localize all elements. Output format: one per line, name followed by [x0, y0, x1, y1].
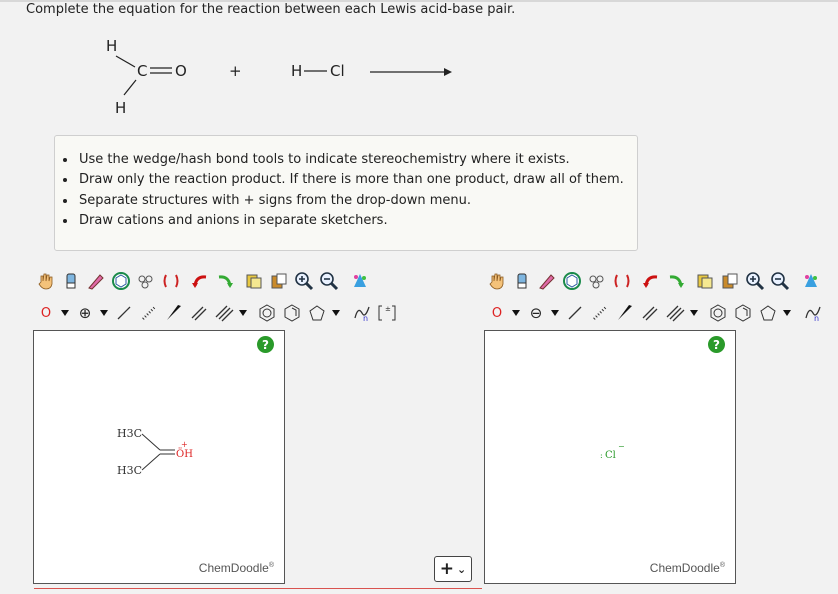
atom-cl: Cl: [330, 62, 345, 80]
clean-icon[interactable]: [799, 269, 823, 293]
zoom-in-icon[interactable]: [292, 269, 316, 293]
atom-h-bottom: H: [115, 99, 127, 117]
charge-selector[interactable]: ⊖: [529, 304, 543, 322]
left-toolbar-row1: [34, 268, 373, 294]
chain-bracket-icon[interactable]: [159, 269, 183, 293]
clean-icon[interactable]: [348, 269, 372, 293]
cyclohexane-icon[interactable]: [731, 301, 755, 325]
undo-icon[interactable]: [188, 269, 212, 293]
pencil-icon[interactable]: [535, 269, 559, 293]
svg-text:n: n: [363, 314, 369, 323]
left-molecule: [34, 331, 284, 583]
plus-sign: +: [229, 62, 242, 80]
right-molecule: [485, 331, 735, 583]
hash-bond-icon[interactable]: [137, 301, 161, 325]
left-sketcher-canvas[interactable]: [33, 330, 285, 584]
focus-underline: [34, 588, 482, 589]
instructions-box: [54, 135, 638, 251]
chain-bracket-icon[interactable]: [610, 269, 634, 293]
zoom-in-icon[interactable]: [743, 269, 767, 293]
wedge-bond-icon[interactable]: [613, 301, 637, 325]
hydroxyl-group: ÖH: [176, 449, 193, 460]
chevron-down-icon: ⌄: [457, 562, 467, 576]
svg-text:±: ±: [385, 305, 391, 313]
bond-c-h-bottom: [124, 80, 136, 95]
ring-template-icon[interactable]: [560, 269, 584, 293]
help-icon[interactable]: ?: [708, 336, 725, 353]
triple-bond-icon[interactable]: [663, 301, 687, 325]
eraser-icon[interactable]: [59, 269, 83, 293]
polymer-icon[interactable]: [350, 301, 374, 325]
redo-icon[interactable]: [664, 269, 688, 293]
pencil-icon[interactable]: [84, 269, 108, 293]
cyclopentane-icon[interactable]: [305, 301, 329, 325]
chain-template-icon[interactable]: [585, 269, 609, 293]
undo-icon[interactable]: [639, 269, 663, 293]
zoom-out-icon[interactable]: [317, 269, 341, 293]
paste-icon[interactable]: [718, 269, 742, 293]
chevron-down-icon[interactable]: [332, 310, 340, 316]
double-bond-icon[interactable]: [187, 301, 211, 325]
methyl-group-bottom: H3C: [117, 464, 143, 477]
double-bond-icon[interactable]: [638, 301, 662, 325]
single-bond-icon[interactable]: [563, 301, 587, 325]
negative-charge: −: [618, 442, 625, 451]
hand-icon[interactable]: [485, 269, 509, 293]
bracket-icon[interactable]: [375, 301, 399, 325]
atom-h-top: H: [106, 37, 118, 55]
ring-template-icon[interactable]: [109, 269, 133, 293]
polymer-icon[interactable]: [801, 301, 825, 325]
chevron-down-icon[interactable]: [100, 310, 108, 316]
paste-icon[interactable]: [267, 269, 291, 293]
right-sketcher-canvas[interactable]: [484, 330, 736, 584]
chevron-down-icon[interactable]: [512, 310, 520, 316]
triple-bond-icon[interactable]: [212, 301, 236, 325]
lone-pair-dots: :: [600, 451, 603, 460]
atom-c: C: [137, 62, 148, 80]
chevron-down-icon[interactable]: [239, 310, 247, 316]
left-toolbar-row2: [34, 300, 400, 326]
copy-icon[interactable]: [242, 269, 266, 293]
atom-o: O: [175, 62, 187, 80]
separator-select[interactable]: + ⌄: [434, 556, 472, 582]
chevron-down-icon[interactable]: [61, 310, 69, 316]
hash-bond-icon[interactable]: [588, 301, 612, 325]
instruction-item: • Draw cations and anions in separate sketchers.: [77, 211, 637, 231]
benzene-icon[interactable]: [255, 301, 279, 325]
copy-icon[interactable]: [693, 269, 717, 293]
charge-selector[interactable]: ⊕: [78, 304, 92, 322]
cyclohexane-icon[interactable]: [280, 301, 304, 325]
instruction-item: • Separate structures with + signs from the drop-down menu.: [77, 191, 637, 211]
reaction-arrow-head: [444, 68, 452, 76]
hand-icon[interactable]: [34, 269, 58, 293]
element-selector[interactable]: O: [40, 305, 52, 321]
element-selector[interactable]: O: [491, 305, 503, 321]
instruction-item: • Use the wedge/hash bond tools to indicate stereochemistry where it exists.: [77, 150, 637, 170]
chain-template-icon[interactable]: [134, 269, 158, 293]
chevron-down-icon[interactable]: [690, 310, 698, 316]
chemdoodle-logo: ChemDoodle®: [649, 561, 725, 575]
instruction-item: • Draw only the reaction product. If there is more than one product, draw all of them.: [77, 170, 637, 190]
wedge-bond-icon[interactable]: [162, 301, 186, 325]
chevron-down-icon[interactable]: [783, 310, 791, 316]
zoom-out-icon[interactable]: [768, 269, 792, 293]
chloride-ion: Cl: [605, 450, 616, 461]
right-toolbar-row1: [485, 268, 824, 294]
bond-h-c-top: [116, 56, 135, 67]
methyl-group-top: H3C: [117, 427, 143, 440]
eraser-icon[interactable]: [510, 269, 534, 293]
question-prompt: Complete the equation for the reaction between each Lewis acid-base pair.: [26, 2, 516, 17]
right-toolbar-row2: [485, 300, 826, 326]
positive-charge: +: [181, 440, 188, 449]
atom-h-hcl: H: [291, 62, 303, 80]
svg-text:n: n: [814, 314, 820, 323]
benzene-icon[interactable]: [706, 301, 730, 325]
reaction-equation: [0, 26, 480, 126]
cyclopentane-icon[interactable]: [756, 301, 780, 325]
redo-icon[interactable]: [213, 269, 237, 293]
single-bond-icon[interactable]: [112, 301, 136, 325]
chevron-down-icon[interactable]: [551, 310, 559, 316]
chemdoodle-logo: ChemDoodle®: [198, 561, 274, 575]
help-icon[interactable]: ?: [257, 336, 274, 353]
